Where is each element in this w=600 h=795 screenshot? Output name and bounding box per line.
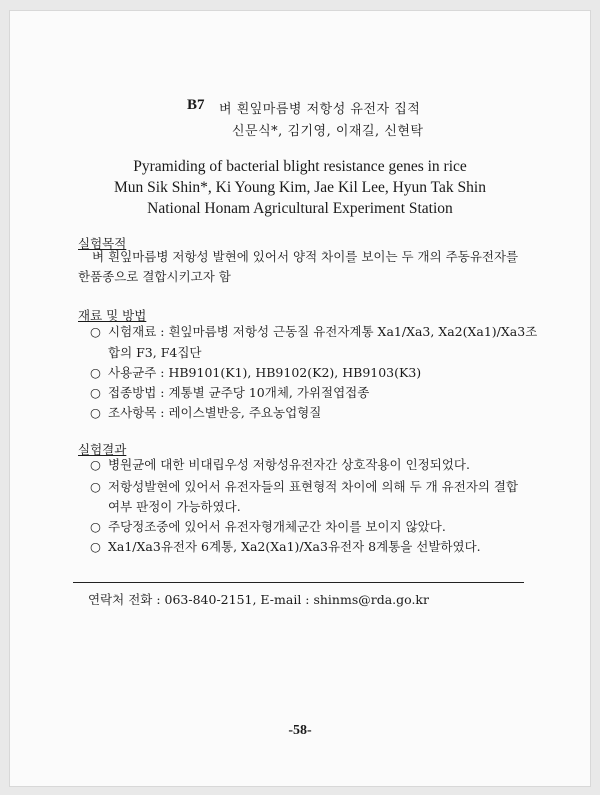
methods-heading: 재료 및 방법 — [78, 308, 147, 323]
contact-divider — [73, 582, 524, 583]
results-item-2 — [90, 476, 518, 498]
methods-item-1-cont: 합의 F3, F4집단 — [108, 345, 202, 360]
bullet-circle: ○ — [90, 479, 101, 494]
korean-authors: 신문식*, 김기영, 이재길, 신현탁 — [232, 124, 424, 139]
results-item-3-text: 주당정조중에 있어서 유전자형개체군간 차이를 보이지 않았다. — [108, 519, 446, 534]
bullet-circle: ○ — [90, 457, 101, 472]
results-item-2-cont: 여부 판정이 가능하였다. — [108, 499, 241, 514]
bullet-circle: ○ — [90, 405, 101, 420]
results-item-1 — [90, 454, 470, 476]
results-item-4 — [90, 536, 481, 558]
abstract-code: B7 — [187, 97, 205, 113]
methods-item-1-text: 시험재료 : 흰잎마름병 저항성 근동질 유전자계통 Xa1/Xa3, Xa2(Xa1)/Xa3조 — [108, 324, 538, 339]
bullet-circle: ○ — [90, 365, 101, 380]
objective-line-1: 벼 흰잎마름병 저항성 발현에 있어서 양적 차이를 보이는 두 개의 주동유전자를 — [92, 249, 519, 264]
methods-item-4-text: 조사항목 : 레이스별반응, 주요농업형질 — [108, 405, 322, 420]
objective-heading: 실험목적 — [78, 236, 127, 251]
results-item-1-text: 병원균에 대한 비대립우성 저항성유전자간 상호작용이 인정되었다. — [108, 457, 470, 472]
english-authors: Mun Sik Shin*, Ki Young Kim, Jae Kil Lee, Hyun Tak Shin — [114, 179, 486, 196]
page-number: -58- — [288, 723, 312, 738]
bullet-circle: ○ — [90, 519, 101, 534]
objective-line-2: 한품종으로 결합시키고자 함 — [78, 269, 231, 284]
bullet-circle: ○ — [90, 539, 101, 554]
methods-item-1 — [90, 321, 537, 343]
english-title: Pyramiding of bacterial blight resistance genes in rice — [133, 158, 467, 175]
methods-item-2 — [90, 362, 421, 384]
contact-info: 연락처 전화 : 063-840-2151, E-mail : shinms@rda.go.kr — [88, 592, 429, 607]
bullet-circle: ○ — [90, 324, 101, 339]
methods-item-3 — [90, 382, 369, 404]
results-item-4-text: Xa1/Xa3유전자 6계통, Xa2(Xa1)/Xa3유전자 8계통을 선발하였다. — [108, 539, 481, 554]
results-item-3 — [90, 516, 446, 538]
methods-item-4 — [90, 402, 321, 424]
methods-item-3-text: 접종방법 : 계통별 균주당 10개체, 가위절엽접종 — [108, 385, 370, 400]
korean-title: 벼 흰잎마름병 저항성 유전자 집적 — [219, 102, 421, 117]
results-item-2-text: 저항성발현에 있어서 유전자들의 표현형적 차이에 의해 두 개 유전자의 결합 — [108, 479, 519, 494]
english-affiliation: National Honam Agricultural Experiment Station — [147, 200, 453, 217]
bullet-circle: ○ — [90, 385, 101, 400]
results-heading: 실험결과 — [78, 442, 127, 457]
methods-item-2-text: 사용균주 : HB9101(K1), HB9102(K2), HB9103(K3) — [108, 365, 422, 380]
